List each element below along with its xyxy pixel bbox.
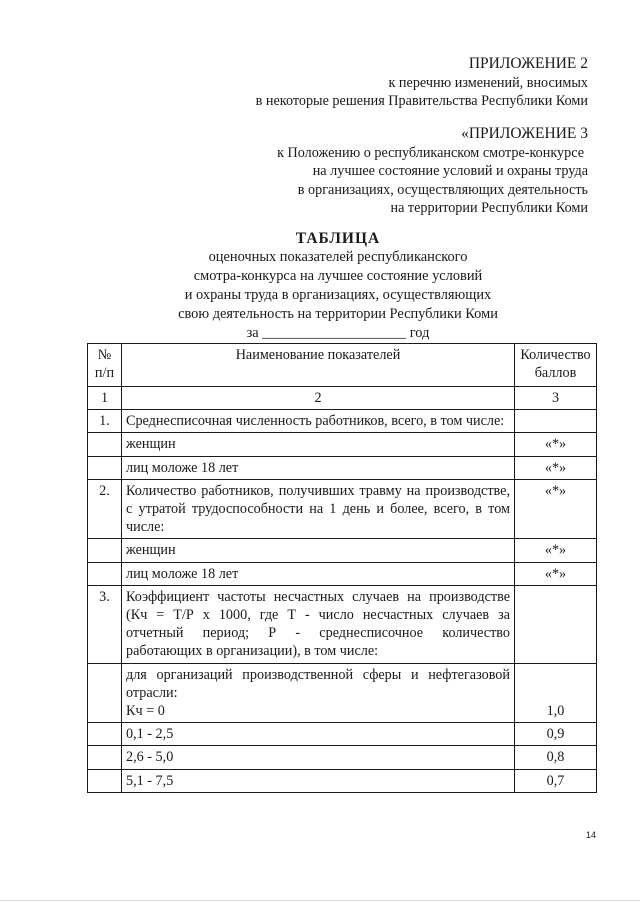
row-text: для организаций производственной сферы и нефтегазовой отрасли:: [126, 666, 510, 701]
column-number: 2: [122, 387, 515, 410]
table-row: [88, 410, 597, 433]
appendix-3-header: [277, 125, 588, 218]
table-heading: ТАБЛИЦА: [295, 230, 381, 247]
table-row: [88, 479, 597, 539]
table-row: [88, 539, 597, 562]
column-numbers-row: [88, 387, 597, 410]
row-number: [88, 562, 122, 585]
row-value: «*»: [515, 539, 597, 562]
appendix-3-title: «ПРИЛОЖЕНИЕ 3: [461, 125, 588, 142]
row-value: 0,8: [515, 746, 597, 769]
appendix-3-line: на территории Республики Коми: [390, 200, 588, 216]
appendix-3-line: на лучшее состояние условий и охраны труда: [312, 163, 588, 179]
appendix-3-line: к Положению о республиканском смотре-конкурсе: [277, 144, 584, 161]
table-row: [88, 663, 597, 723]
row-value: «*»: [515, 479, 597, 539]
row-text: лиц моложе 18 лет: [122, 456, 515, 479]
appendix-2-header: [256, 55, 588, 111]
row-text: 5,1 - 7,5: [122, 769, 515, 792]
row-number: 3.: [88, 585, 122, 663]
column-number: 3: [515, 387, 597, 410]
table-subtitle: [0, 248, 640, 343]
row-value: «*»: [515, 433, 597, 456]
row-number: [88, 539, 122, 562]
row-number: 1.: [88, 410, 122, 433]
row-value: [515, 585, 597, 663]
row-number: [88, 456, 122, 479]
subtitle-line: свою деятельность на территории Республики Коми: [178, 306, 498, 322]
row-number: [88, 433, 122, 456]
row-text: лиц моложе 18 лет: [122, 562, 515, 585]
row-value: «*»: [515, 562, 597, 585]
row-text: 0,1 - 2,5: [122, 723, 515, 746]
table-row: [88, 746, 597, 769]
subtitle-line: оценочных показателей республиканского: [208, 249, 468, 265]
subtitle-line: смотра-конкурса на лучшее состояние условий: [193, 268, 483, 284]
appendix-3-line: в организациях, осуществляющих деятельность: [297, 181, 588, 198]
row-text: Коэффициент частоты несчастных случаев на производстве (Кч = Т/Р х 1000, где Т - число несчастных случаев за отчетный период; Р - среднесписочное количество работающих в организации), в том числе:: [122, 585, 515, 663]
table-row: [88, 723, 597, 746]
row-text: женщин: [122, 539, 515, 562]
row-value: 0,9: [515, 723, 597, 746]
subtitle-line: и охраны труда в организациях, осуществляющих: [184, 287, 492, 303]
row-subtext: Кч = 0: [126, 703, 165, 720]
row-number: [88, 723, 122, 746]
table-row: [88, 769, 597, 792]
column-number: 1: [88, 387, 122, 410]
table-row: [88, 456, 597, 479]
row-text: 2,6 - 5,0: [122, 746, 515, 769]
row-value: 1,0: [515, 663, 597, 723]
row-number: [88, 769, 122, 792]
row-number: [88, 663, 122, 723]
header-num: № п/п: [88, 344, 122, 387]
table-header-row: [88, 344, 597, 387]
appendix-2-line: в некоторые решения Правительства Республики Коми: [255, 93, 588, 109]
page-number: 14: [586, 830, 597, 840]
page-bottom-edge: [0, 900, 640, 901]
row-text: женщин: [122, 433, 515, 456]
row-value: «*»: [515, 456, 597, 479]
header-name: Наименование показателей: [122, 344, 515, 387]
table-row: [88, 562, 597, 585]
header-score: Количество баллов: [515, 344, 597, 387]
table-row: [88, 433, 597, 456]
appendix-2-line: к перечню изменений, вносимых: [388, 74, 588, 91]
indicators-table: [87, 343, 597, 793]
row-text: Среднесписочная численность работников, всего, в том числе:: [122, 410, 515, 433]
row-value: [515, 410, 597, 433]
row-text: Количество работников, получивших травму на производстве, с утратой трудоспособности на 1 день и более, всего, в том числе:: [122, 479, 515, 539]
row-number: [88, 746, 122, 769]
appendix-2-title: ПРИЛОЖЕНИЕ 2: [468, 55, 588, 72]
subtitle-line: за ____________________ год: [246, 325, 430, 341]
table-row: [88, 585, 597, 663]
row-number: 2.: [88, 479, 122, 539]
row-value: 0,7: [515, 769, 597, 792]
row-text-group: [122, 663, 515, 723]
